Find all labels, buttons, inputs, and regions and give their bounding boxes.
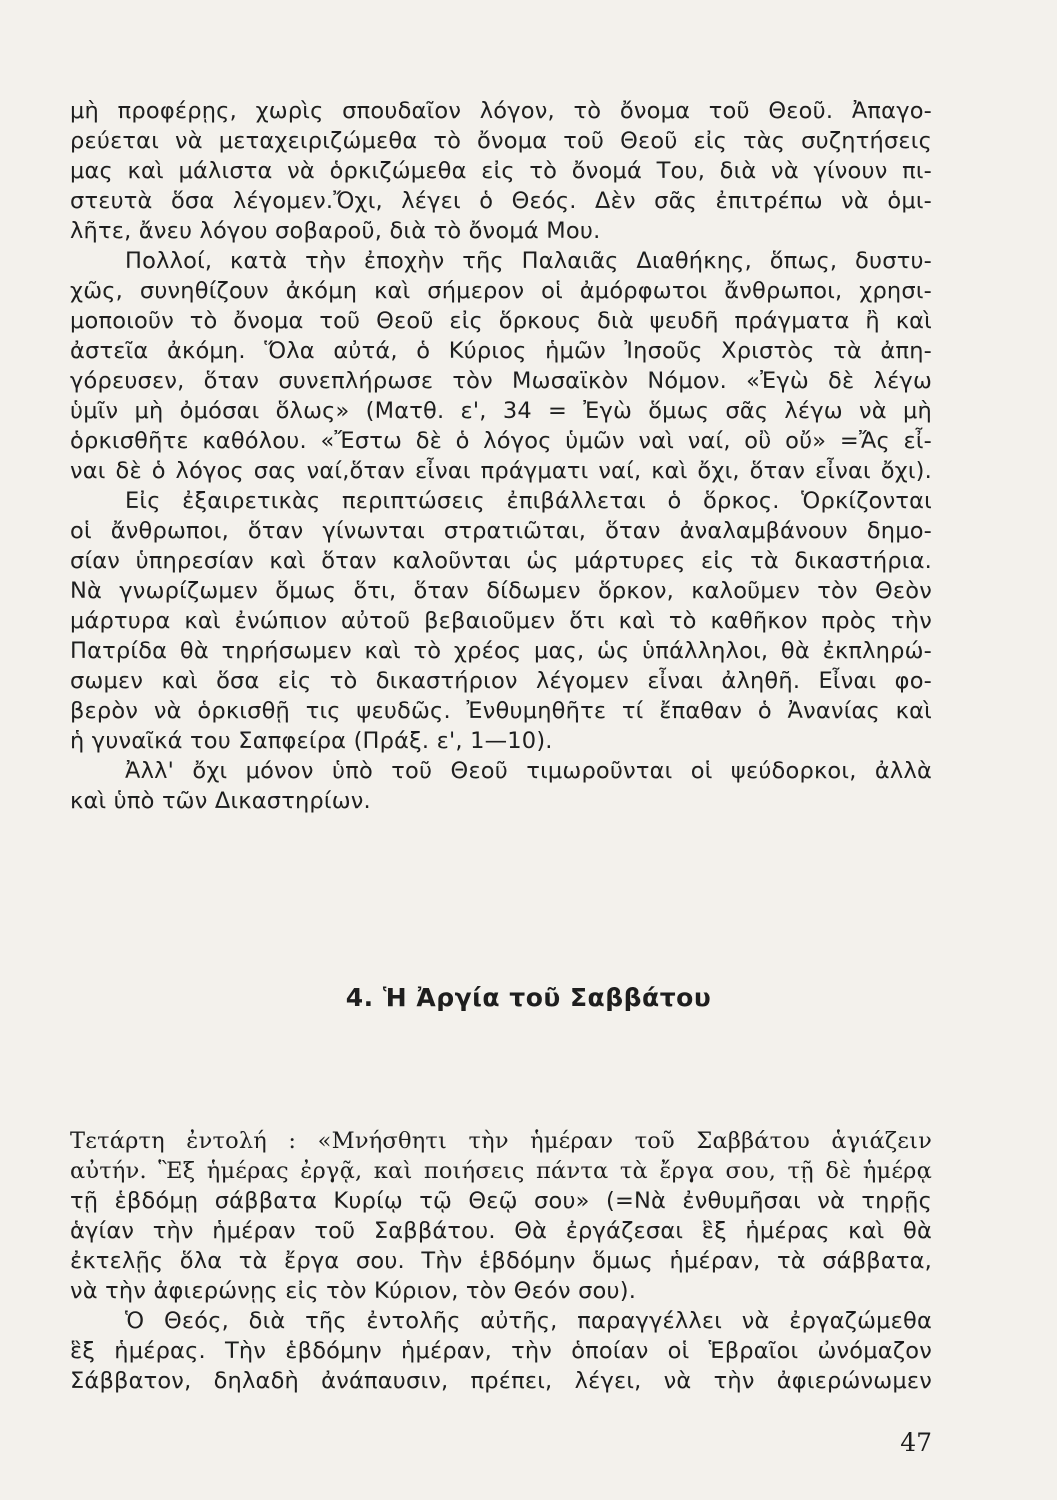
text-line: ἡ γυναῖκά του Σαπφείρα (Πράξ. ε', 1—10). <box>70 728 553 754</box>
text-line: Τετάρτη ἐντολή : «Μνήσθητι τὴν ἡμέραν τοῦ Σαββάτου ἁγιάζειν <box>70 1128 932 1154</box>
body-text-top <box>70 96 932 816</box>
page-number: 47 <box>900 1428 932 1457</box>
text-line: λῆτε, ἄνευ λόγου σοβαροῦ, διὰ τὸ ὄνομά Μου. <box>70 218 601 244</box>
text-line: Ὁ Θεός, διὰ τῆς ἐντολῆς αὐτῆς, παραγγέλλει νὰ ἐργαζώμεθα <box>125 1308 932 1334</box>
text-line: βερὸν νὰ ὁρκισθῇ τις ψευδῶς. Ἐνθυμηθῆτε τί ἔπαθαν ὁ Ἀνανίας καὶ <box>70 698 932 724</box>
text-line: ναι δὲ ὁ λόγος σας ναί,ὅταν εἶναι πράγματι ναί, καὶ ὄχι, ὅταν εἶναι ὄχι). <box>70 458 932 484</box>
text-line: Νὰ γνωρίζωμεν ὅμως ὅτι, ὅταν δίδωμεν ὅρκον, καλοῦμεν τὸν Θεὸν <box>70 578 932 604</box>
text-line: στευτὰ ὅσα λέγομεν.Ὄχι, λέγει ὁ Θεός. Δὲν σᾶς ἐπιτρέπω νὰ ὁμι- <box>70 188 932 214</box>
text-line: Πατρίδα θὰ τηρήσωμεν καὶ τὸ χρέος μας, ὡς ὑπάλληλοι, θὰ ἐκπληρώ- <box>70 638 932 664</box>
text-line: τῇ ἑβδόμῃ σάββατα Κυρίῳ τῷ Θεῷ σου» (=Νὰ ἐνθυμῆσαι νὰ τηρῇς <box>70 1188 932 1214</box>
text-line: ρεύεται νὰ μεταχειριζώμεθα τὸ ὄνομα τοῦ Θεοῦ εἰς τὰς συζητήσεις <box>70 128 932 154</box>
text-line: σωμεν καὶ ὅσα εἰς τὸ δικαστήριον λέγομεν εἶναι ἀληθῆ. Εἶναι φο- <box>70 668 932 694</box>
text-line: μας καὶ μάλιστα νὰ ὁρκιζώμεθα εἰς τὸ ὄνομά Του, διὰ νὰ γίνουν πι- <box>70 158 932 184</box>
text-line: αὐτήν. Ἓξ ἡμέρας ἐργᾷ, καὶ ποιήσεις πάντα τὰ ἔργα σου, τῇ δὲ ἡμέρᾳ <box>70 1158 932 1184</box>
text-line: μὴ προφέρῃς, χωρὶς σπουδαῖον λόγον, τὸ ὄνομα τοῦ Θεοῦ. Ἀπαγο- <box>70 98 932 124</box>
text-line: ἐκτελῇς ὅλα τὰ ἔργα σου. Τὴν ἑβδόμην ὅμως ἡμέραν, τὰ σάββατα, <box>70 1248 932 1274</box>
text-line: Πολλοί, κατὰ τὴν ἐποχὴν τῆς Παλαιᾶς Διαθήκης, ὅπως, δυστυ- <box>125 248 932 274</box>
text-line: γόρευσεν, ὅταν συνεπλήρωσε τὸν Μωσαϊκὸν Νόμον. «Ἐγὼ δὲ λέγω <box>70 368 932 394</box>
text-line: Ἀλλ' ὄχι μόνον ὑπὸ τοῦ Θεοῦ τιμωροῦνται οἱ ψεύδορκοι, ἀλλὰ <box>125 758 932 784</box>
text-line: ὁρκισθῆτε καθόλου. «Ἔστω δὲ ὁ λόγος ὑμῶν ναὶ ναί, οὒ οὔ» =Ἄς εἶ- <box>70 428 932 454</box>
body-text-bottom <box>70 1126 932 1396</box>
text-line: ἁγίαν τὴν ἡμέραν τοῦ Σαββάτου. Θὰ ἐργάζεσαι ἓξ ἡμέρας καὶ θὰ <box>70 1218 932 1244</box>
section-heading: 4. Ἡ Ἀργία τοῦ Σαββάτου <box>345 983 712 1012</box>
text-line: νὰ τὴν ἀφιερώνῃς εἰς τὸν Κύριον, τὸν Θεόν σου). <box>70 1278 637 1304</box>
text-line: μοποιοῦν τὸ ὄνομα τοῦ Θεοῦ εἰς ὅρκους διὰ ψευδῆ πράγματα ἢ καὶ <box>70 308 932 334</box>
text-line: μάρτυρα καὶ ἐνώπιον αὐτοῦ βεβαιοῦμεν ὅτι καὶ τὸ καθῆκον πρὸς τὴν <box>70 608 932 634</box>
text-line: καὶ ὑπὸ τῶν Δικαστηρίων. <box>70 788 371 814</box>
text-line: χῶς, συνηθίζουν ἀκόμη καὶ σήμερον οἱ ἀμόρφωτοι ἄνθρωποι, χρησι- <box>70 278 932 304</box>
text-line: οἱ ἄνθρωποι, ὅταν γίνωνται στρατιῶται, ὅταν ἀναλαμβάνουν δημο- <box>70 518 932 544</box>
text-line: σίαν ὑπηρεσίαν καὶ ὅταν καλοῦνται ὡς μάρτυρες εἰς τὰ δικαστήρια. <box>70 548 932 574</box>
text-line: ἓξ ἡμέρας. Τὴν ἑβδόμην ἡμέραν, τὴν ὁποίαν οἱ Ἑβραῖοι ὠνόμαζον <box>70 1338 932 1364</box>
text-line: Σάββατον, δηλαδὴ ἀνάπαυσιν, πρέπει, λέγει, νὰ τὴν ἀφιερώνωμεν <box>70 1368 932 1394</box>
text-line: ὑμῖν μὴ ὀμόσαι ὅλως» (Ματθ. ε', 34 = Ἐγὼ ὅμως σᾶς λέγω νὰ μὴ <box>70 398 932 424</box>
text-line: Εἰς ἐξαιρετικὰς περιπτώσεις ἐπιβάλλεται ὁ ὅρκος. Ὁρκίζονται <box>125 488 932 514</box>
text-line: ἀστεῖα ἀκόμη. Ὅλα αὐτά, ὁ Κύριος ἡμῶν Ἰησοῦς Χριστὸς τὰ ἀπη- <box>70 338 932 364</box>
